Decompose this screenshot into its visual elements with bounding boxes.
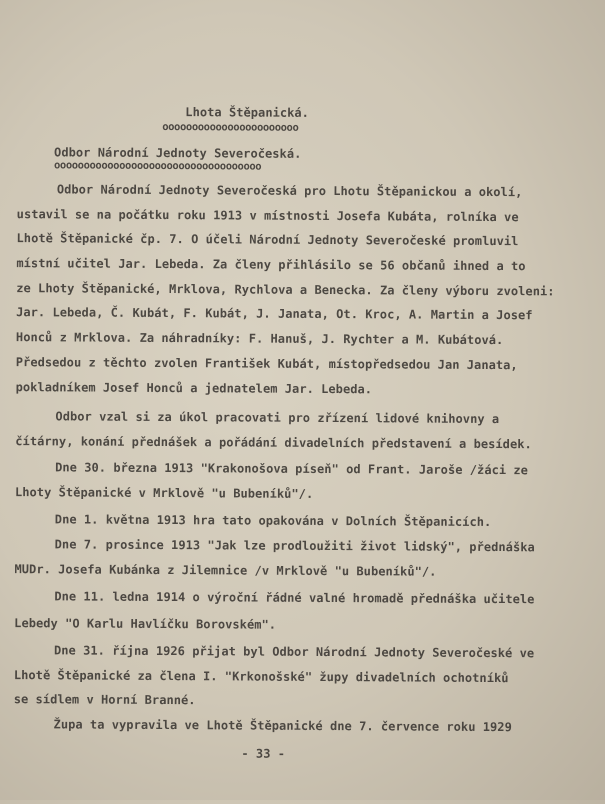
title-underline: ooooooooooooooooooooooo: [162, 120, 299, 134]
text-line: Jar. Lebeda, Č. Kubát, F. Kubát, J. Janata, Ot. Kroc, A. Martin a Josef: [16, 305, 533, 323]
text-line: Župa ta vypravila ve Lhotě Štěpanické dne 7. července roku 1929: [53, 717, 512, 735]
text-line: Předsedou z těchto zvolen František Kubát, místopředsedou Jan Janata,: [15, 355, 518, 373]
text-line: MUDr. Josefa Kubánka z Jilemnice /v Mrklově "u Bubeníků"/.: [14, 562, 437, 579]
text-line: čítárny, konání přednášek a pořádání divadelních představení a besídek.: [15, 434, 532, 452]
text-line: místní učitel Jar. Lebeda. Za členy přihlásilo se 56 občanů ihned a to: [16, 256, 526, 274]
text-line: Honců z Mrklova. Za náhradníky: F. Hanuš, J. Rychter a M. Kubátová.: [15, 330, 504, 348]
text-line: Odbor Národní Jednoty Severočeská pro Lhotu Štěpanickou a okolí,: [56, 182, 523, 200]
text-line: ze Lhoty Štěpanické, Mrklova, Rychlova a Benecka. Za členy výboru zvoleni:: [16, 281, 555, 299]
text-line: se sídlem v Horní Branné.: [13, 692, 196, 708]
text-line: Dne 11. ledna 1914 o výroční řádné valné hromadě přednáška učitele: [54, 589, 535, 607]
page-title: Lhota Štěpanická.: [185, 105, 310, 120]
text-line: Dne 1. května 1913 hra tato opakována v Dolních Štěpanicích.: [54, 512, 492, 530]
text-line: Lhotě Štěpanické za člena I. "Krkonošské" župy divadelních ochotníků: [13, 668, 509, 686]
text-line: Dne 31. října 1926 přijat byl Odbor Národní Jednoty Severočeské ve: [53, 643, 535, 661]
page-number: - 33 -: [241, 746, 286, 761]
text-line: Lebedy "O Karlu Havlíčku Borovském".: [14, 616, 277, 632]
text-line: pokladníkem Josef Honců a jednatelem Jar. Lebeda.: [15, 380, 373, 397]
text-line: Lhotě Štěpanické čp. 7. O účeli Národní Jednoty Severočeské promluvil: [16, 231, 519, 249]
section-heading: Odbor Národní Jednoty Severočeská.: [54, 145, 302, 161]
text-line: Lhoty Štěpanické v Mrklově "u Bubeníků"/.: [14, 485, 314, 501]
text-line: Dne 30. března 1913 "Krakonošova píseň" od Frant. Jaroše /žáci ze: [55, 460, 529, 478]
text-line: Odbor vzal si za úkol pracovati pro zřízení lidové knihovny a: [55, 409, 500, 427]
text-line: ustavil se na počátku roku 1913 v místnosti Josefa Kubáta, rolníka ve: [16, 207, 519, 225]
heading-underline: ooooooooooooooooooooooooooooooooooo: [53, 159, 262, 173]
text-line: Dne 7. prosince 1913 "Jak lze prodloužiti život lidský", přednáška: [54, 537, 535, 555]
